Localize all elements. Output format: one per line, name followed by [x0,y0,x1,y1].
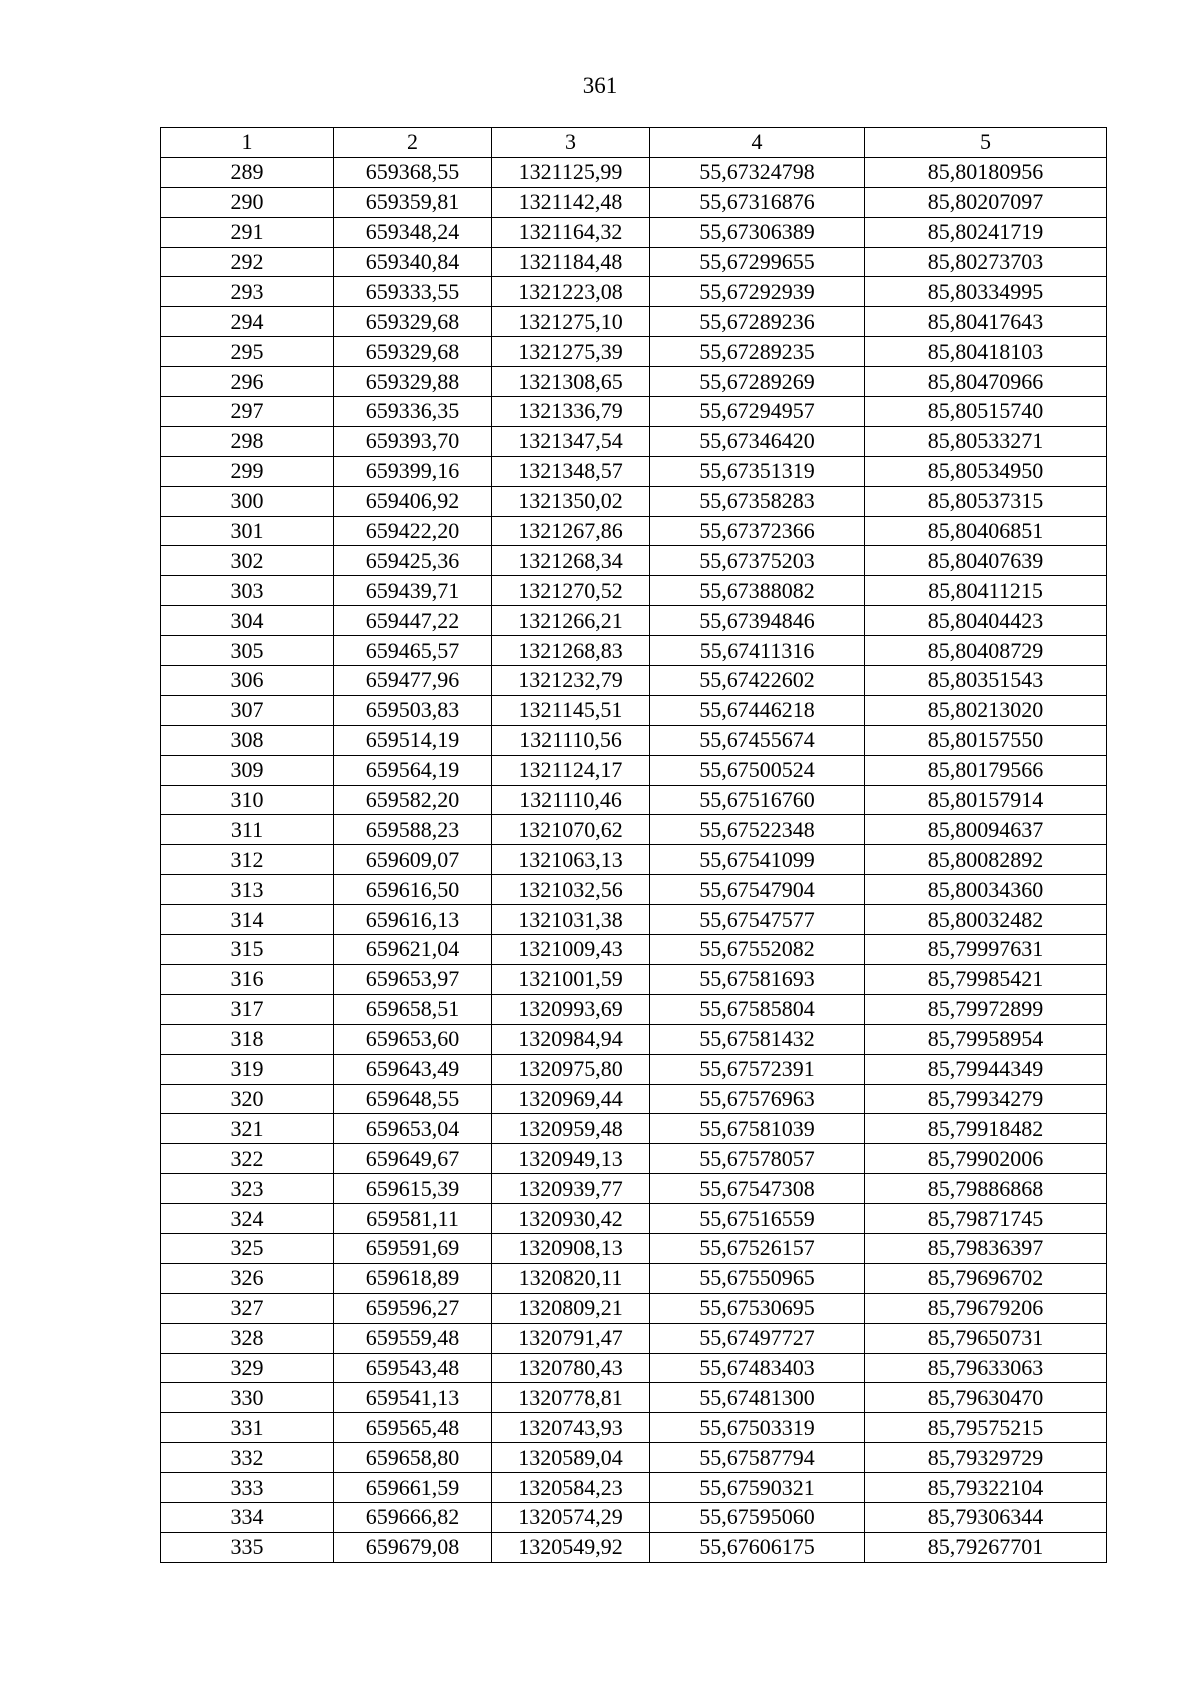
y-coordinate-cell: 1321347,54 [492,426,650,456]
x-coordinate-cell: 659329,88 [334,367,492,397]
x-coordinate-cell: 659649,67 [334,1144,492,1174]
table-body [161,157,1107,1562]
longitude-cell: 85,79306344 [865,1502,1107,1532]
x-coordinate-cell: 659653,04 [334,1114,492,1144]
y-coordinate-cell: 1321142,48 [492,187,650,217]
table-row [161,1532,1107,1562]
x-coordinate-cell: 659439,71 [334,576,492,606]
longitude-cell: 85,80094637 [865,815,1107,845]
latitude-cell: 55,67346420 [650,426,865,456]
y-coordinate-cell: 1321124,17 [492,755,650,785]
table-row [161,666,1107,696]
latitude-cell: 55,67585804 [650,994,865,1024]
table-row [161,456,1107,486]
table-row [161,815,1107,845]
x-coordinate-cell: 659329,68 [334,307,492,337]
y-coordinate-cell: 1321145,51 [492,695,650,725]
longitude-cell: 85,80418103 [865,337,1107,367]
point-number-cell: 329 [161,1353,334,1383]
latitude-cell: 55,67587794 [650,1443,865,1473]
point-number-cell: 298 [161,426,334,456]
column-header-5: 5 [865,128,1107,158]
x-coordinate-cell: 659658,51 [334,994,492,1024]
point-number-cell: 335 [161,1532,334,1562]
point-number-cell: 300 [161,486,334,516]
point-number-cell: 327 [161,1293,334,1323]
table-row [161,546,1107,576]
x-coordinate-cell: 659661,59 [334,1473,492,1503]
longitude-cell: 85,80533271 [865,426,1107,456]
latitude-cell: 55,67576963 [650,1084,865,1114]
x-coordinate-cell: 659393,70 [334,426,492,456]
y-coordinate-cell: 1320959,48 [492,1114,650,1144]
table-row [161,367,1107,397]
table-row [161,1054,1107,1084]
longitude-cell: 85,79871745 [865,1204,1107,1234]
latitude-cell: 55,67541099 [650,845,865,875]
longitude-cell: 85,80411215 [865,576,1107,606]
y-coordinate-cell: 1320574,29 [492,1502,650,1532]
longitude-cell: 85,80404423 [865,606,1107,636]
table-row [161,785,1107,815]
y-coordinate-cell: 1321350,02 [492,486,650,516]
longitude-cell: 85,79679206 [865,1293,1107,1323]
y-coordinate-cell: 1320778,81 [492,1383,650,1413]
x-coordinate-cell: 659615,39 [334,1174,492,1204]
y-coordinate-cell: 1320791,47 [492,1323,650,1353]
latitude-cell: 55,67483403 [650,1353,865,1383]
table-row [161,695,1107,725]
longitude-cell: 85,80334995 [865,277,1107,307]
latitude-cell: 55,67522348 [650,815,865,845]
x-coordinate-cell: 659621,04 [334,935,492,965]
y-coordinate-cell: 1321270,52 [492,576,650,606]
point-number-cell: 314 [161,905,334,935]
y-coordinate-cell: 1321268,34 [492,546,650,576]
table-row [161,1114,1107,1144]
longitude-cell: 85,79997631 [865,935,1107,965]
latitude-cell: 55,67394846 [650,606,865,636]
table-row [161,1144,1107,1174]
x-coordinate-cell: 659588,23 [334,815,492,845]
y-coordinate-cell: 1321184,48 [492,247,650,277]
table-row [161,725,1107,755]
x-coordinate-cell: 659465,57 [334,636,492,666]
point-number-cell: 333 [161,1473,334,1503]
y-coordinate-cell: 1321009,43 [492,935,650,965]
latitude-cell: 55,67289235 [650,337,865,367]
latitude-cell: 55,67481300 [650,1383,865,1413]
table-row [161,486,1107,516]
coordinates-table [160,127,1107,1563]
y-coordinate-cell: 1321308,65 [492,367,650,397]
x-coordinate-cell: 659329,68 [334,337,492,367]
table-row [161,1413,1107,1443]
point-number-cell: 290 [161,187,334,217]
y-coordinate-cell: 1321031,38 [492,905,650,935]
x-coordinate-cell: 659643,49 [334,1054,492,1084]
latitude-cell: 55,67503319 [650,1413,865,1443]
column-header-3: 3 [492,128,650,158]
x-coordinate-cell: 659581,11 [334,1204,492,1234]
y-coordinate-cell: 1321348,57 [492,456,650,486]
point-number-cell: 310 [161,785,334,815]
table-row [161,1174,1107,1204]
y-coordinate-cell: 1320930,42 [492,1204,650,1234]
x-coordinate-cell: 659596,27 [334,1293,492,1323]
x-coordinate-cell: 659336,35 [334,397,492,427]
latitude-cell: 55,67372366 [650,516,865,546]
point-number-cell: 305 [161,636,334,666]
y-coordinate-cell: 1321336,79 [492,397,650,427]
longitude-cell: 85,80207097 [865,187,1107,217]
table-row [161,1473,1107,1503]
longitude-cell: 85,79575215 [865,1413,1107,1443]
longitude-cell: 85,80032482 [865,905,1107,935]
x-coordinate-cell: 659514,19 [334,725,492,755]
table-row [161,606,1107,636]
point-number-cell: 301 [161,516,334,546]
latitude-cell: 55,67581432 [650,1024,865,1054]
point-number-cell: 319 [161,1054,334,1084]
table-row [161,426,1107,456]
longitude-cell: 85,80157550 [865,725,1107,755]
y-coordinate-cell: 1321063,13 [492,845,650,875]
table-row [161,845,1107,875]
longitude-cell: 85,79650731 [865,1323,1107,1353]
table-row [161,516,1107,546]
latitude-cell: 55,67550965 [650,1263,865,1293]
point-number-cell: 312 [161,845,334,875]
x-coordinate-cell: 659399,16 [334,456,492,486]
table-row [161,1383,1107,1413]
longitude-cell: 85,80470966 [865,367,1107,397]
longitude-cell: 85,80351543 [865,666,1107,696]
longitude-cell: 85,80213020 [865,695,1107,725]
y-coordinate-cell: 1321268,83 [492,636,650,666]
latitude-cell: 55,67581039 [650,1114,865,1144]
x-coordinate-cell: 659340,84 [334,247,492,277]
table-row [161,1353,1107,1383]
point-number-cell: 318 [161,1024,334,1054]
table-row [161,247,1107,277]
latitude-cell: 55,67375203 [650,546,865,576]
latitude-cell: 55,67547308 [650,1174,865,1204]
y-coordinate-cell: 1320939,77 [492,1174,650,1204]
point-number-cell: 294 [161,307,334,337]
x-coordinate-cell: 659591,69 [334,1233,492,1263]
column-header-1: 1 [161,128,334,158]
latitude-cell: 55,67578057 [650,1144,865,1174]
table-row [161,1293,1107,1323]
x-coordinate-cell: 659359,81 [334,187,492,217]
table-header [161,128,1107,158]
latitude-cell: 55,67595060 [650,1502,865,1532]
latitude-cell: 55,67581693 [650,964,865,994]
x-coordinate-cell: 659422,20 [334,516,492,546]
latitude-cell: 55,67446218 [650,695,865,725]
point-number-cell: 331 [161,1413,334,1443]
longitude-cell: 85,79630470 [865,1383,1107,1413]
longitude-cell: 85,79836397 [865,1233,1107,1263]
y-coordinate-cell: 1320780,43 [492,1353,650,1383]
point-number-cell: 296 [161,367,334,397]
y-coordinate-cell: 1320549,92 [492,1532,650,1562]
y-coordinate-cell: 1320820,11 [492,1263,650,1293]
table-row [161,1263,1107,1293]
point-number-cell: 295 [161,337,334,367]
table-row [161,1443,1107,1473]
y-coordinate-cell: 1320743,93 [492,1413,650,1443]
longitude-cell: 85,80157914 [865,785,1107,815]
table-row [161,935,1107,965]
longitude-cell: 85,80408729 [865,636,1107,666]
longitude-cell: 85,80417643 [865,307,1107,337]
x-coordinate-cell: 659679,08 [334,1532,492,1562]
x-coordinate-cell: 659564,19 [334,755,492,785]
column-header-4: 4 [650,128,865,158]
table-row [161,157,1107,187]
x-coordinate-cell: 659541,13 [334,1383,492,1413]
point-number-cell: 320 [161,1084,334,1114]
latitude-cell: 55,67526157 [650,1233,865,1263]
point-number-cell: 323 [161,1174,334,1204]
x-coordinate-cell: 659582,20 [334,785,492,815]
latitude-cell: 55,67552082 [650,935,865,965]
x-coordinate-cell: 659609,07 [334,845,492,875]
point-number-cell: 324 [161,1204,334,1234]
latitude-cell: 55,67411316 [650,636,865,666]
point-number-cell: 326 [161,1263,334,1293]
latitude-cell: 55,67590321 [650,1473,865,1503]
latitude-cell: 55,67547904 [650,875,865,905]
x-coordinate-cell: 659543,48 [334,1353,492,1383]
point-number-cell: 325 [161,1233,334,1263]
table-row [161,337,1107,367]
x-coordinate-cell: 659616,13 [334,905,492,935]
point-number-cell: 321 [161,1114,334,1144]
y-coordinate-cell: 1321266,21 [492,606,650,636]
x-coordinate-cell: 659616,50 [334,875,492,905]
longitude-cell: 85,80179566 [865,755,1107,785]
latitude-cell: 55,67455674 [650,725,865,755]
y-coordinate-cell: 1321110,46 [492,785,650,815]
latitude-cell: 55,67299655 [650,247,865,277]
table-row [161,905,1107,935]
point-number-cell: 299 [161,456,334,486]
table-row [161,994,1107,1024]
x-coordinate-cell: 659425,36 [334,546,492,576]
point-number-cell: 322 [161,1144,334,1174]
table-row [161,964,1107,994]
table-row [161,755,1107,785]
point-number-cell: 315 [161,935,334,965]
table-row [161,1323,1107,1353]
y-coordinate-cell: 1321164,32 [492,217,650,247]
page-number: 361 [582,73,618,98]
table-row [161,1024,1107,1054]
point-number-cell: 289 [161,157,334,187]
latitude-cell: 55,67516760 [650,785,865,815]
table-row [161,1502,1107,1532]
x-coordinate-cell: 659565,48 [334,1413,492,1443]
y-coordinate-cell: 1321032,56 [492,875,650,905]
x-coordinate-cell: 659406,92 [334,486,492,516]
point-number-cell: 304 [161,606,334,636]
y-coordinate-cell: 1321223,08 [492,277,650,307]
longitude-cell: 85,80180956 [865,157,1107,187]
x-coordinate-cell: 659559,48 [334,1323,492,1353]
latitude-cell: 55,67306389 [650,217,865,247]
x-coordinate-cell: 659348,24 [334,217,492,247]
longitude-cell: 85,79944349 [865,1054,1107,1084]
latitude-cell: 55,67358283 [650,486,865,516]
longitude-cell: 85,79958954 [865,1024,1107,1054]
point-number-cell: 316 [161,964,334,994]
point-number-cell: 297 [161,397,334,427]
point-number-cell: 328 [161,1323,334,1353]
longitude-cell: 85,79902006 [865,1144,1107,1174]
table-row [161,875,1107,905]
column-header-2: 2 [334,128,492,158]
x-coordinate-cell: 659658,80 [334,1443,492,1473]
point-number-cell: 330 [161,1383,334,1413]
latitude-cell: 55,67497727 [650,1323,865,1353]
table-row [161,1204,1107,1234]
latitude-cell: 55,67316876 [650,187,865,217]
latitude-cell: 55,67530695 [650,1293,865,1323]
longitude-cell: 85,80407639 [865,546,1107,576]
longitude-cell: 85,80537315 [865,486,1107,516]
point-number-cell: 293 [161,277,334,307]
x-coordinate-cell: 659503,83 [334,695,492,725]
y-coordinate-cell: 1321275,39 [492,337,650,367]
header-row [161,128,1107,158]
point-number-cell: 302 [161,546,334,576]
x-coordinate-cell: 659666,82 [334,1502,492,1532]
latitude-cell: 55,67606175 [650,1532,865,1562]
table-row [161,187,1107,217]
longitude-cell: 85,79633063 [865,1353,1107,1383]
y-coordinate-cell: 1321125,99 [492,157,650,187]
table-row [161,576,1107,606]
y-coordinate-cell: 1320584,23 [492,1473,650,1503]
point-number-cell: 311 [161,815,334,845]
table-row [161,636,1107,666]
longitude-cell: 85,80241719 [865,217,1107,247]
point-number-cell: 334 [161,1502,334,1532]
point-number-cell: 313 [161,875,334,905]
y-coordinate-cell: 1320993,69 [492,994,650,1024]
longitude-cell: 85,79696702 [865,1263,1107,1293]
longitude-cell: 85,79267701 [865,1532,1107,1562]
y-coordinate-cell: 1320969,44 [492,1084,650,1114]
y-coordinate-cell: 1320908,13 [492,1233,650,1263]
latitude-cell: 55,67294957 [650,397,865,427]
latitude-cell: 55,67351319 [650,456,865,486]
longitude-cell: 85,79985421 [865,964,1107,994]
x-coordinate-cell: 659477,96 [334,666,492,696]
point-number-cell: 307 [161,695,334,725]
latitude-cell: 55,67289269 [650,367,865,397]
longitude-cell: 85,79886868 [865,1174,1107,1204]
point-number-cell: 306 [161,666,334,696]
point-number-cell: 308 [161,725,334,755]
point-number-cell: 332 [161,1443,334,1473]
longitude-cell: 85,79972899 [865,994,1107,1024]
longitude-cell: 85,80082892 [865,845,1107,875]
latitude-cell: 55,67500524 [650,755,865,785]
x-coordinate-cell: 659653,60 [334,1024,492,1054]
latitude-cell: 55,67289236 [650,307,865,337]
y-coordinate-cell: 1320949,13 [492,1144,650,1174]
y-coordinate-cell: 1320984,94 [492,1024,650,1054]
y-coordinate-cell: 1321110,56 [492,725,650,755]
latitude-cell: 55,67292939 [650,277,865,307]
longitude-cell: 85,80034360 [865,875,1107,905]
latitude-cell: 55,67324798 [650,157,865,187]
longitude-cell: 85,80273703 [865,247,1107,277]
point-number-cell: 292 [161,247,334,277]
longitude-cell: 85,79934279 [865,1084,1107,1114]
x-coordinate-cell: 659618,89 [334,1263,492,1293]
y-coordinate-cell: 1321070,62 [492,815,650,845]
y-coordinate-cell: 1321001,59 [492,964,650,994]
y-coordinate-cell: 1320589,04 [492,1443,650,1473]
y-coordinate-cell: 1320809,21 [492,1293,650,1323]
longitude-cell: 85,80534950 [865,456,1107,486]
table-row [161,397,1107,427]
y-coordinate-cell: 1320975,80 [492,1054,650,1084]
longitude-cell: 85,79329729 [865,1443,1107,1473]
x-coordinate-cell: 659368,55 [334,157,492,187]
point-number-cell: 317 [161,994,334,1024]
table-row [161,217,1107,247]
longitude-cell: 85,80515740 [865,397,1107,427]
latitude-cell: 55,67572391 [650,1054,865,1084]
latitude-cell: 55,67516559 [650,1204,865,1234]
table-row [161,307,1107,337]
latitude-cell: 55,67547577 [650,905,865,935]
y-coordinate-cell: 1321275,10 [492,307,650,337]
point-number-cell: 303 [161,576,334,606]
latitude-cell: 55,67422602 [650,666,865,696]
x-coordinate-cell: 659333,55 [334,277,492,307]
point-number-cell: 291 [161,217,334,247]
y-coordinate-cell: 1321232,79 [492,666,650,696]
y-coordinate-cell: 1321267,86 [492,516,650,546]
longitude-cell: 85,79322104 [865,1473,1107,1503]
point-number-cell: 309 [161,755,334,785]
table-row [161,1233,1107,1263]
longitude-cell: 85,79918482 [865,1114,1107,1144]
latitude-cell: 55,67388082 [650,576,865,606]
table-row [161,1084,1107,1114]
x-coordinate-cell: 659653,97 [334,964,492,994]
longitude-cell: 85,80406851 [865,516,1107,546]
x-coordinate-cell: 659648,55 [334,1084,492,1114]
x-coordinate-cell: 659447,22 [334,606,492,636]
table-row [161,277,1107,307]
